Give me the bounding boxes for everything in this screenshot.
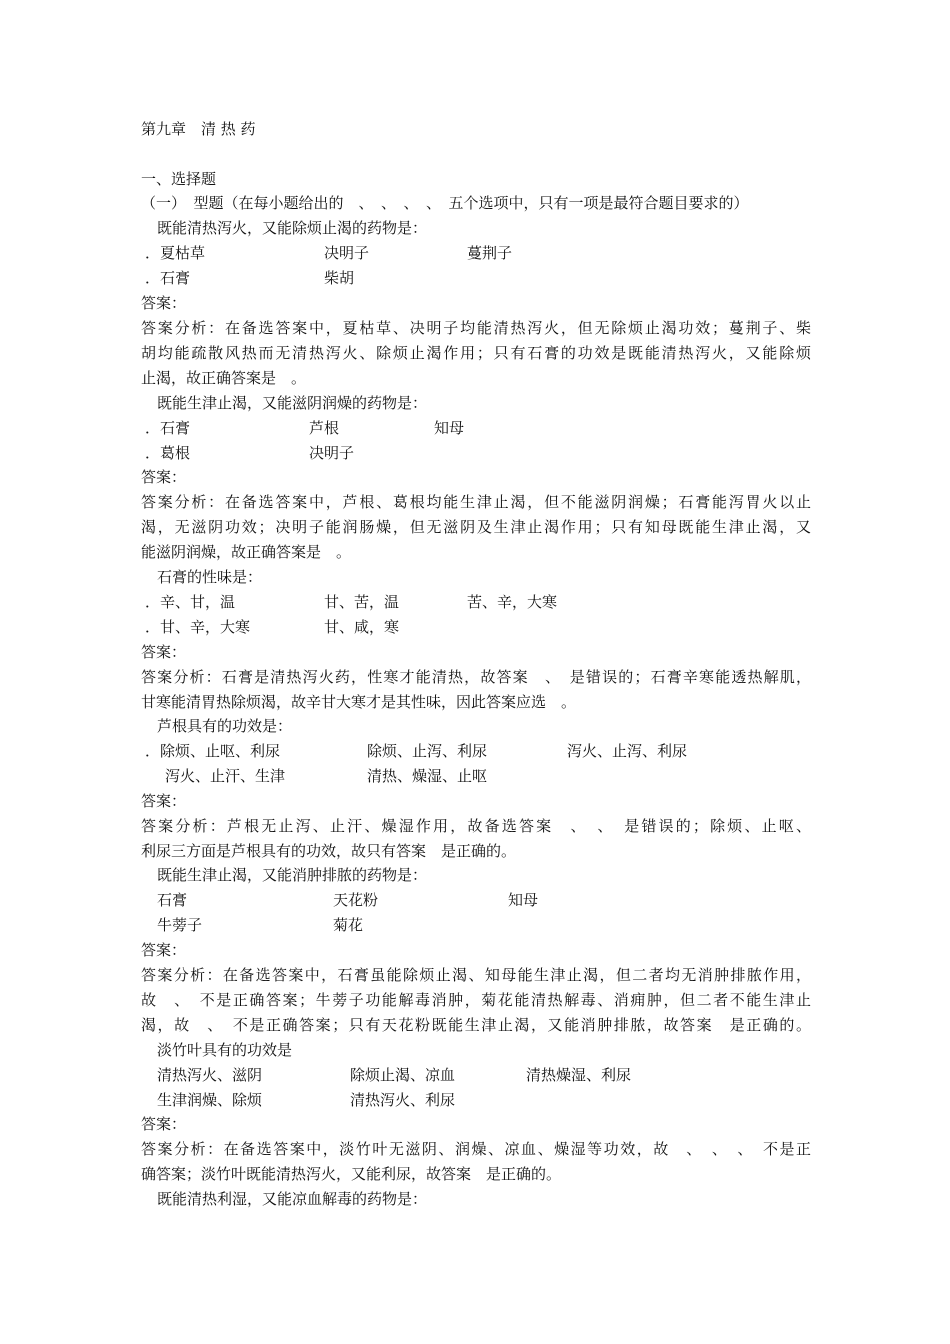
analysis-line: 答案分析：在备选答案中，夏枯草、决明子均能清热泻火，但无除烦止渴功效；蔓荆子、柴 — [141, 319, 811, 337]
analysis-line: 渴，无滋阴功效；决明子能润肠燥，但无滋阴及生津止渴作用；只有知母既能生津止渴，又 — [141, 518, 811, 536]
option-c: 清热燥湿、利尿 — [526, 1066, 632, 1084]
section-title: 一、选择题 — [141, 170, 217, 188]
question-type-intro: （一） 型题（在每小题给出的 、 、 、 、 五个选项中，只有一项是最符合题目要求的） — [141, 194, 749, 212]
question-stem: 既能清热泻火，又能除烦止渴的药物是： — [157, 219, 428, 237]
option-d: ．石膏 — [145, 269, 191, 287]
option-b: 决明子 — [324, 244, 370, 262]
option-b: 除烦止渴、凉血 — [350, 1066, 456, 1084]
question-stem: 淡竹叶具有的功效是 — [157, 1041, 293, 1059]
question-stem: 芦根具有的功效是： — [157, 717, 293, 735]
analysis-line: 答案分析：石膏是清热泻火药，性寒才能清热，故答案 、 是错误的；石膏辛寒能透热解肌， — [141, 668, 811, 686]
option-b: 除烦、止泻、利尿 — [367, 742, 488, 760]
option-e: 清热泻火、利尿 — [350, 1091, 456, 1109]
analysis-line: 渴，故 、 不是正确答案；只有天花粉既能生津止渴，又能消肿排脓，故答案 是正确的。 — [141, 1016, 811, 1034]
analysis-line: 确答案；淡竹叶既能清热泻火，又能利尿，故答案 是正确的。 — [141, 1165, 562, 1183]
option-d: 泻火、止汗、生津 — [165, 767, 286, 785]
option-a: ．辛、甘，温 — [145, 593, 236, 611]
chapter-title: 第九章 清 热 药 — [141, 120, 256, 138]
analysis-line: 甘寒能清胃热除烦渴，故辛甘大寒才是其性味，因此答案应选 。 — [141, 693, 577, 711]
option-d: ．葛根 — [145, 444, 191, 462]
option-b: 芦根 — [309, 419, 340, 437]
option-d: 生津润燥、除烦 — [157, 1091, 263, 1109]
answer-label: 答案： — [141, 1115, 187, 1133]
question-stem: 石膏的性味是： — [157, 568, 263, 586]
option-c: 苦、辛，大寒 — [467, 593, 558, 611]
analysis-line: 利尿三方面是芦根具有的功效，故只有答案 是正确的。 — [141, 842, 517, 860]
analysis-line: 答案分析：在备选答案中，淡竹叶无滋阴、润燥、凉血、燥湿等功效，故 、 、 、 不是正 — [141, 1140, 811, 1158]
option-c: 知母 — [508, 891, 539, 909]
option-a: 石膏 — [157, 891, 188, 909]
analysis-line: 答案分析：芦根无止泻、止汗、燥湿作用，故备选答案 、 、 是错误的；除烦、止呕、 — [141, 817, 811, 835]
answer-label: 答案： — [141, 468, 187, 486]
option-e: 柴胡 — [324, 269, 355, 287]
option-c: 知母 — [434, 419, 465, 437]
answer-label: 答案： — [141, 294, 187, 312]
option-a: ．石膏 — [145, 419, 191, 437]
analysis-line: 故 、 不是正确答案；牛蒡子功能解毒消肿，菊花能清热解毒、消痈肿，但二者不能生津止 — [141, 991, 811, 1009]
option-a: ．夏枯草 — [145, 244, 206, 262]
option-b: 甘、苦，温 — [324, 593, 400, 611]
question-stem: 既能生津止渴，又能消肿排脓的药物是： — [157, 866, 428, 884]
question-stem: 既能清热利湿，又能凉血解毒的药物是： — [157, 1190, 428, 1208]
option-a: 清热泻火、滋阴 — [157, 1066, 263, 1084]
analysis-line: 答案分析：在备选答案中，石膏虽能除烦止渴、知母能生津止渴，但二者均无消肿排脓作用， — [141, 966, 811, 984]
analysis-line: 答案分析：在备选答案中，芦根、葛根均能生津止渴，但不能滋阴润燥；石膏能泻胃火以止 — [141, 493, 811, 511]
option-e: 清热、燥湿、止呕 — [367, 767, 488, 785]
option-c: 泻火、止泻、利尿 — [567, 742, 688, 760]
option-e: 决明子 — [309, 444, 355, 462]
option-d: ．甘、辛，大寒 — [145, 618, 251, 636]
option-e: 菊花 — [333, 916, 364, 934]
option-e: 甘、咸，寒 — [324, 618, 400, 636]
option-b: 天花粉 — [333, 891, 379, 909]
analysis-line: 胡均能疏散风热而无清热泻火、除烦止渴作用；只有石膏的功效是既能清热泻火，又能除烦 — [141, 344, 811, 362]
answer-label: 答案： — [141, 941, 187, 959]
option-a: ．除烦、止呕、利尿 — [145, 742, 281, 760]
option-d: 牛蒡子 — [157, 916, 203, 934]
answer-label: 答案： — [141, 643, 187, 661]
analysis-line: 止渴，故正确答案是 。 — [141, 369, 307, 387]
option-c: 蔓荆子 — [467, 244, 513, 262]
answer-label: 答案： — [141, 792, 187, 810]
question-stem: 既能生津止渴，又能滋阴润燥的药物是： — [157, 394, 428, 412]
analysis-line: 能滋阴润燥，故正确答案是 。 — [141, 543, 352, 561]
